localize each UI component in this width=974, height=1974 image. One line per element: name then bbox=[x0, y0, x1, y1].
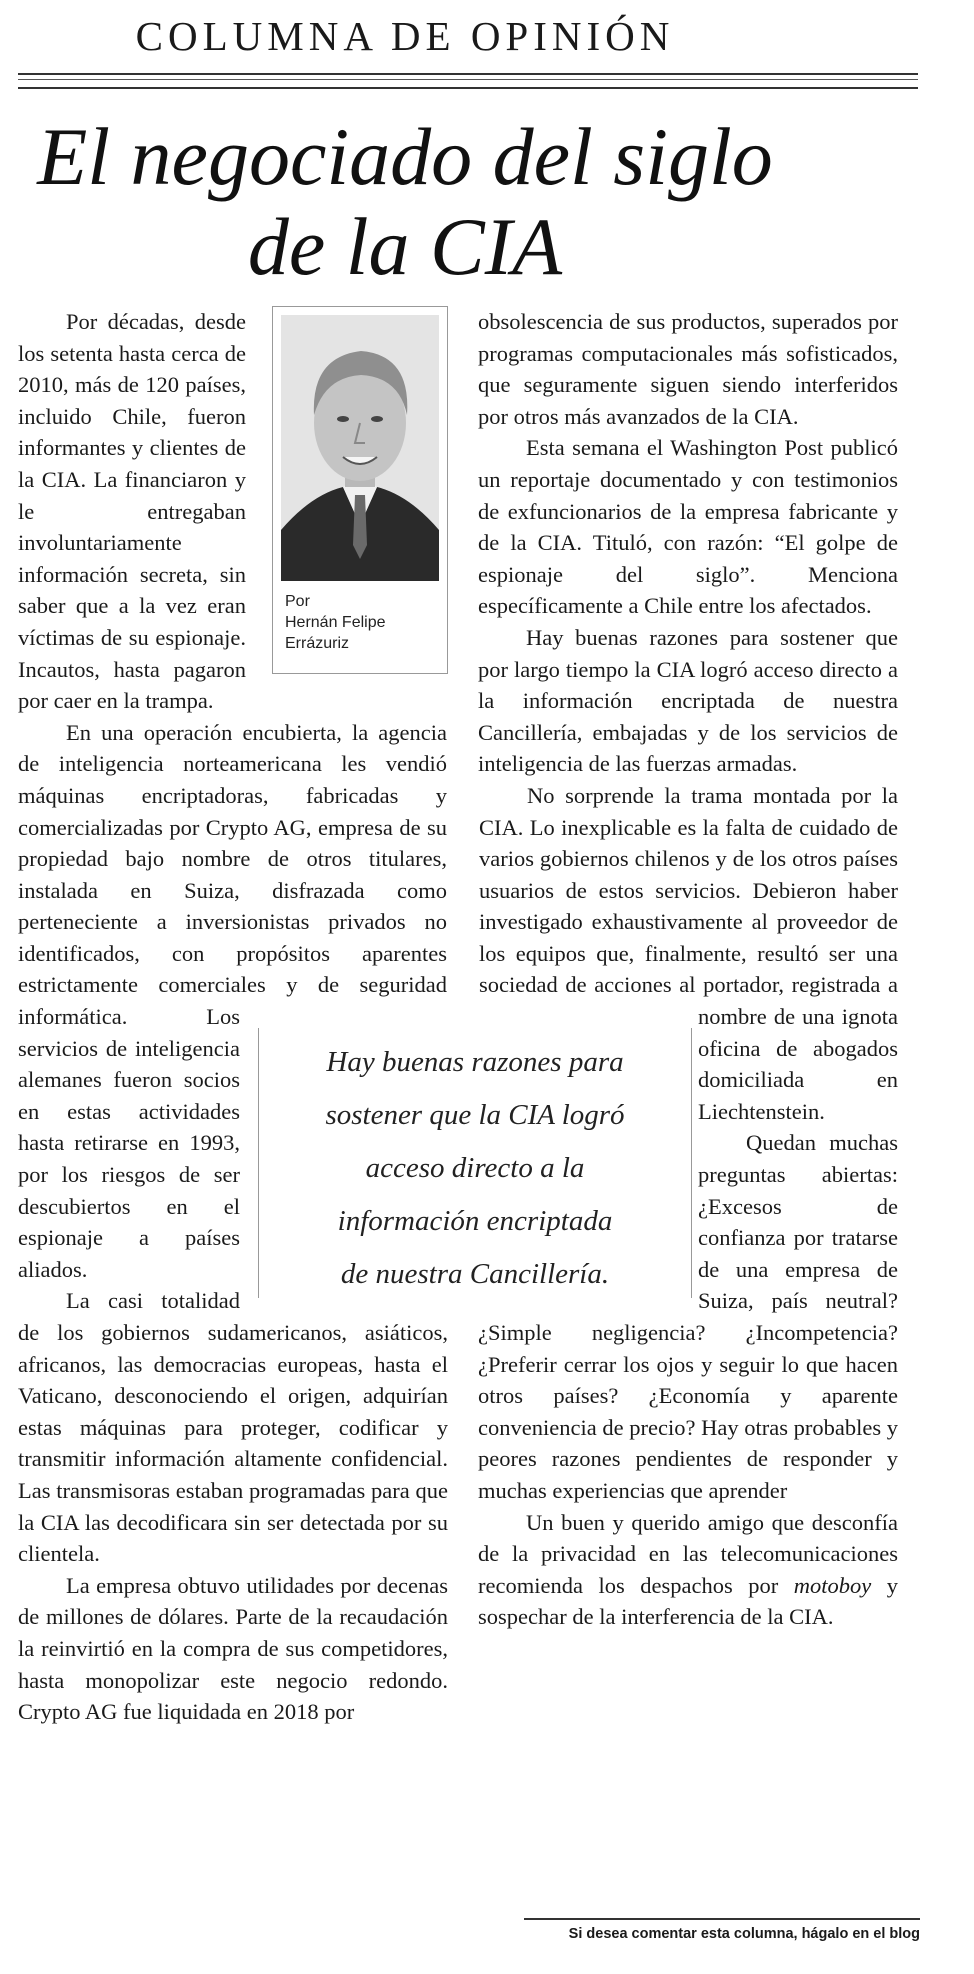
last-paragraph-italic: motoboy bbox=[793, 1572, 872, 1598]
section-label: COLUMNA DE OPINIÓN bbox=[135, 13, 675, 59]
right-column bbox=[478, 306, 908, 1633]
pull-quote-line-1: Hay buenas razones para bbox=[326, 1046, 624, 1078]
pull-quote bbox=[258, 1028, 692, 1298]
author-portrait-icon bbox=[281, 315, 439, 581]
left-paragraph-2: En una operación encubierta, la agencia de inteligencia norteamericana les vendió máquinas encriptadoras, fabricadas y comercializadas por Crypto AG, empresa de su propiedad bajo nombre de otros titulares, instalada en Suiza, disfrazada como perteneciente a inversionistas privados no identificados, con propósitos aparentes estrictamente comerciales y de seguridad informática. Los servicios de inteligencia alemanes fueron socios en estas actividades hasta retirarse en 1993, por los riesgos de ser descubiertos en el espionaje a países aliados. bbox=[18, 717, 448, 1286]
pull-quote-line-4: información encriptada bbox=[337, 1205, 613, 1237]
header-rule bbox=[18, 73, 918, 89]
left-column bbox=[18, 306, 448, 1728]
pull-quote-line-3: acceso directo a la bbox=[365, 1152, 585, 1184]
headline-line-2: de la CIA bbox=[247, 201, 563, 292]
author-box bbox=[272, 306, 448, 674]
footer-note: Si desea comentar esta columna, hágalo en el blog bbox=[524, 1918, 920, 1942]
pull-quote-line-2: sostener que la CIA logró bbox=[325, 1099, 625, 1131]
left-paragraph-4: La empresa obtuvo utilidades por decenas de millones de dólares. Parte de la recaudación la reinvirtió en la compra de sus competidores, hasta monopolizar este negocio redondo. Crypto AG fue liquidada en 2018 por bbox=[18, 1572, 448, 1725]
right-paragraph-3: Hay buenas razones para sostener que por largo tiempo la CIA logró acceso directo a la información encriptada de nuestra Cancillería, embajadas y de los servicios de inteligencia de las fuerzas armadas. bbox=[478, 624, 898, 777]
left-paragraph-3: La casi totalidad de los gobiernos sudamericanos, asiáticos, africanos, las democracias europeas, hasta el Vaticano, desconociendo el origen, adquirían estas máquinas para proteger, codificar y transmitir información altamente confidencial. Las transmisoras estaban programadas para que la CIA las decodificara sin ser detectada por su clientela. bbox=[18, 1288, 448, 1567]
right-paragraph-6 bbox=[478, 1507, 898, 1633]
pull-quote-line-5: de nuestra Cancillería. bbox=[340, 1258, 610, 1290]
pull-quote-spacer-offset bbox=[447, 717, 448, 1024]
byline bbox=[281, 591, 439, 654]
right-paragraph-4: No sorprende la trama montada por la CIA. Lo inexplicable es la falta de cuidado de varios gobiernos chilenos y de los otros países usuarios de estos servicios. Debieron haber investigado exhaustivamente al proveedor de los equipos que, finalmente, resultó ser una sociedad de acciones al portador, registrada a nombre de una ignota oficina de abogados domiciliada en Liechtenstein. bbox=[478, 780, 898, 1128]
author-photo bbox=[281, 315, 439, 581]
author-name-line-1: Hernán Felipe bbox=[285, 614, 386, 631]
headline-line-1: El negociado del siglo bbox=[37, 111, 773, 202]
right-paragraph-5: Quedan muchas preguntas abiertas: ¿Excesos de confianza por tratarse de una empresa de Suiza, país neutral? ¿Simple negligencia? ¿Incompetencia? ¿Preferir cerrar los ojos y seguir lo que hacen otros países? ¿Economía y aparente conveniencia de precio? Hay otras probables y peores razones pendientes de responder y muchas experiencias que aprender bbox=[478, 1130, 898, 1503]
author-name-line-2: Errázuriz bbox=[285, 635, 350, 652]
last-paragraph-after: y sospechar de la interferencia de la CIA. bbox=[478, 1572, 898, 1630]
byline-prefix: Por bbox=[285, 593, 310, 610]
right-paragraph-1: obsolescencia de sus productos, superados por programas computacionales más sofisticados, que seguramente siguen siendo interferidos por otros más avanzados de la CIA. bbox=[478, 309, 898, 429]
pull-quote-spacer-offset bbox=[478, 780, 479, 1024]
last-paragraph-before: Un buen y querido amigo que desconfía de la privacidad en las telecomunicaciones recomienda los despachos por bbox=[478, 1509, 898, 1598]
right-paragraph-2: Esta semana el Washington Post publicó un reportaje documentado y con testimonios de exfuncionarios de la empresa fabricante y de la CIA. Tituló, con razón: “El golpe de espionaje del siglo”. Menciona específicamente a Chile entre los afectados. bbox=[478, 435, 898, 619]
left-paragraph-1: Por décadas, desde los setenta hasta cerca de 2010, más de 120 países, incluido Chile, fueron informantes y clientes de la CIA. La financiaron y le entregaban involuntariamente información secreta, sin saber que a la vez eran víctimas de su espionaje. Incautos, hasta pagaron por caer en la trampa. bbox=[18, 309, 246, 714]
